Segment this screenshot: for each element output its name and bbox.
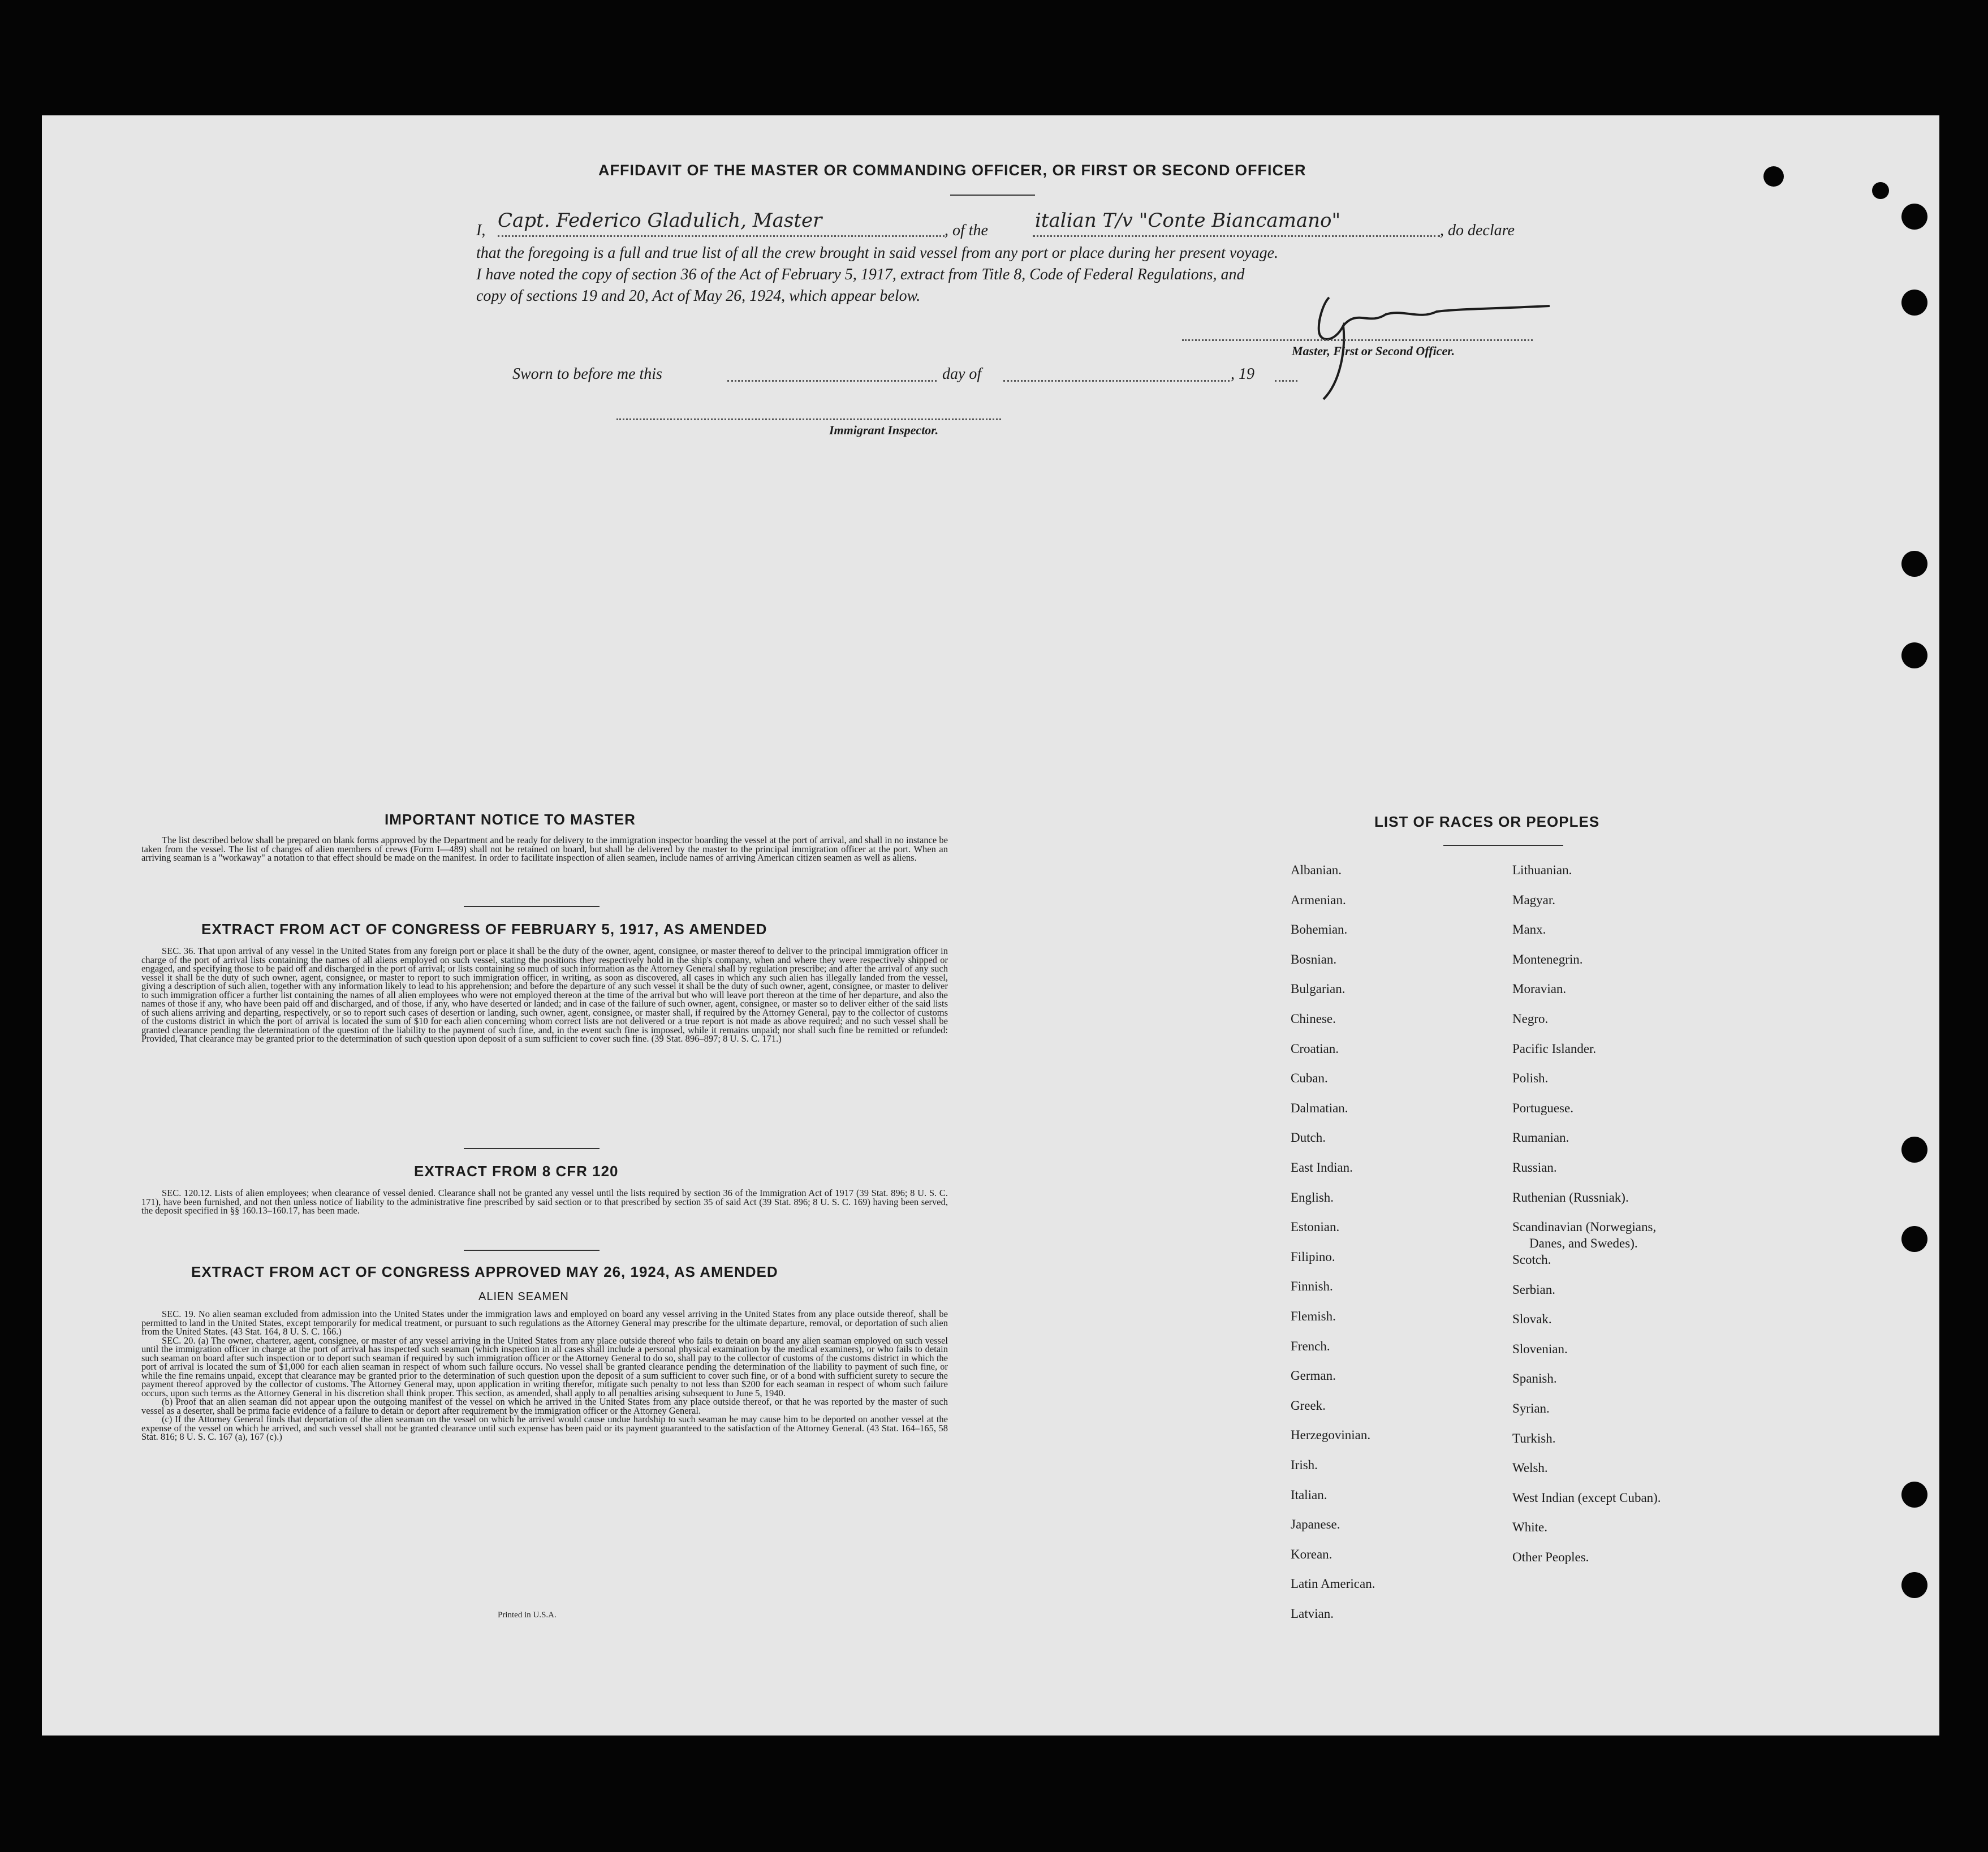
sworn-year-line xyxy=(1275,380,1297,382)
race-item: Welsh. xyxy=(1512,1461,1548,1475)
race-item: Portuguese. xyxy=(1512,1100,1573,1115)
race-item: Montenegrin. xyxy=(1512,952,1583,966)
race-item: Other Peoples. xyxy=(1512,1550,1589,1565)
extract-cfr-text: SEC. 120.12. Lists of alien employees; when clearance of vessel denied. Clearance shall not be granted any vessel until the lists required by section 36 of the Immigration Act of 1917 (39 Stat. 896; 8 U. S. C. 171), have been furnished, and not then unless notice of liability to the administrative fine prescribed by said section or to that prescribed by section 35 of said Act (39 Stat. 896; 8 U. S. C. 169) having been served, the deposit specified in §§ 160.13–160.17, has been made. xyxy=(141,1188,948,1216)
affidavit-i: I, xyxy=(476,222,486,239)
race-item: Latvian. xyxy=(1291,1607,1334,1621)
master-name-handwritten: Capt. Federico Gladulich, Master xyxy=(498,209,822,232)
notice-body xyxy=(141,836,948,862)
race-item: Syrian. xyxy=(1512,1401,1550,1416)
race-item: Negro. xyxy=(1512,1012,1549,1026)
race-item: Serbian. xyxy=(1512,1282,1556,1297)
race-item: Finnish. xyxy=(1291,1279,1333,1294)
divider xyxy=(464,1148,600,1149)
affidavit-line-2: that the foregoing is a full and true list of all the crew brought in said vessel from any port or place during her present voyage. xyxy=(476,244,1279,262)
race-item: Dutch. xyxy=(1291,1130,1326,1145)
binder-hole xyxy=(1901,1482,1927,1508)
signature-caption: Master, First or Second Officer. xyxy=(1292,344,1455,358)
sworn-prefix: Sworn to before me this xyxy=(512,365,662,383)
vessel-line xyxy=(1033,235,1440,237)
notice-text: The list described below shall be prepared on blank forms approved by the Department and be ready for delivery to the immigration inspector boarding the vessel at the port of arrival, and shall in no instance be taken from the vessel. The list of changes of alien members of crews (Form I—489) shall not be retained on board, but shall be delivered by the master to the principal immigration officer at the port. When an arriving seaman is a "workaway" a notation to that effect should be made on the manifest. In order to facilitate inspection of alien seamen, include names of arriving American citizen seamen as well as aliens. xyxy=(141,835,948,863)
race-item: Rumanian. xyxy=(1512,1130,1569,1145)
divider xyxy=(464,906,600,907)
race-item: Albanian. xyxy=(1291,863,1342,877)
race-item: Ruthenian (Russniak). xyxy=(1512,1190,1629,1205)
extract-1917-body xyxy=(141,947,948,1043)
sec-20c-text: (c) If the Attorney General finds that deportation of the alien seaman on the vessel on which he arrived would cause undue hardship to such seaman he may cause him to be deported on another vessel at the expense of the vessel on which he arrived, and such vessel shall not be granted clearance until such expense has been paid or its payment guaranteed to the satisfaction of the Attorney General. (43 Stat. 164–165, 58 Stat. 816; 8 U. S. C. 167 (a), 167 (c).) xyxy=(141,1414,948,1442)
affidavit-do-declare: , do declare xyxy=(1440,222,1515,239)
sworn-day-of: day of xyxy=(942,365,982,383)
race-item: Manx. xyxy=(1512,922,1546,937)
extract-1924-subtitle: ALIEN SEAMEN xyxy=(478,1290,569,1303)
race-item: Latin American. xyxy=(1291,1577,1375,1591)
binder-hole xyxy=(1763,166,1784,187)
divider xyxy=(464,1250,600,1251)
race-item: Moravian. xyxy=(1512,982,1567,996)
race-item: Chinese. xyxy=(1291,1012,1336,1026)
divider xyxy=(950,195,1035,196)
race-item: Estonian. xyxy=(1291,1220,1340,1234)
sworn-year: , 19 xyxy=(1231,365,1254,383)
race-item: German. xyxy=(1291,1369,1336,1383)
race-item: Turkish. xyxy=(1512,1431,1556,1445)
inspector-line xyxy=(616,418,1001,420)
race-item: White. xyxy=(1512,1520,1547,1535)
binder-hole xyxy=(1901,1572,1927,1598)
race-item: Armenian. xyxy=(1291,892,1346,907)
divider xyxy=(1443,845,1563,846)
race-item: French. xyxy=(1291,1339,1330,1353)
extract-cfr-body xyxy=(141,1189,948,1215)
sec-20b-text: (b) Proof that an alien seaman did not appear upon the outgoing manifest of the vessel on which he arrived in the United States from any place outside thereof, or that he was reported by the master of such vessel as a deserter, shall be prima facie evidence of a failure to detain or deport after requirement by the immigration officer or the Attorney General. xyxy=(141,1396,948,1416)
binder-hole xyxy=(1901,290,1927,316)
race-item: Russian. xyxy=(1512,1160,1557,1175)
race-item: Filipino. xyxy=(1291,1249,1335,1264)
race-item: Dalmatian. xyxy=(1291,1100,1348,1115)
race-item: East Indian. xyxy=(1291,1160,1353,1175)
race-item: Pacific Islander. xyxy=(1512,1041,1597,1056)
affidavit-of-the: , of the xyxy=(945,222,988,239)
vessel-name-handwritten: italian T/v "Conte Biancamano" xyxy=(1035,209,1341,232)
race-item: Spanish. xyxy=(1512,1371,1557,1386)
race-item: Bosnian. xyxy=(1291,952,1337,966)
master-name-line xyxy=(498,235,945,237)
affidavit-line-4: copy of sections 19 and 20, Act of May 26, 1924, which appear below. xyxy=(476,287,921,305)
extract-1924-title: EXTRACT FROM ACT OF CONGRESS APPROVED MAY 26, 1924, AS AMENDED xyxy=(191,1263,778,1280)
extract-1917-text: SEC. 36. That upon arrival of any vessel in the United States from any foreign port or place it shall be the duty of the owner, agent, consignee, or master thereof to deliver to the principal immigration officer in charge of the port of arrival lists containing the names of all aliens employed on such vessel, stating the positions they respectively hold in the ship's company, when and where they were respectively shipped or engaged, and specifying those to be paid off and discharged in the port of arrival; or lists containing so much of such information as the Attorney General shall by regulation prescribe; and after the arrival of any such vessel it shall be the duty of such owner, agent, consignee, or master to report to such immigration officer, in writing, as soon as discovered, all cases in which any such alien has illegally landed from the vessel, giving a description of such alien, together with any information likely to lead to his apprehension; and before the departure of any such vessel it shall be the duty of such owner, agent, consignee, or master to deliver to such immigration officer a further list containing the names of all alien employees who were not employed thereon at the time of the arrival but who will leave port thereon at the time of her departure, and also the names of those if any, who have been paid off and discharged, and of those, if any, who have deserted or landed; and in case of the failure of such owner, agent, consignee, or master so to deliver either of the said lists of such aliens arriving and departing, respectively, or so to report such cases of desertion or landing, such owner, agent, consignee, or master shall, if required by the Attorney General, pay to the collector of customs of the customs district in which the port of arrival is located the sum of $10 for each alien concerning whom correct lists are not delivered or a true report is not made as above required; and no such vessel shall be granted clearance pending the determination of the question of the liability to the payment of such fine, and, in the event such fine is imposed, while it remains unpaid; nor shall such fine be remitted or refunded: Provided, That clearance may be granted prior to the determination of such question upon deposit of a sum sufficient to cover such fine. (39 Stat. 896–897; 8 U. S. C. 171.) xyxy=(141,946,948,1044)
race-item: Irish. xyxy=(1291,1458,1318,1472)
binder-hole xyxy=(1872,182,1889,199)
binder-hole xyxy=(1901,642,1927,668)
race-item: Lithuanian. xyxy=(1512,863,1572,877)
extract-1917-title: EXTRACT FROM ACT OF CONGRESS OF FEBRUARY 5, 1917, AS AMENDED xyxy=(201,921,767,938)
binder-hole xyxy=(1901,551,1927,577)
notice-title: IMPORTANT NOTICE TO MASTER xyxy=(385,811,636,828)
race-item: Korean. xyxy=(1291,1547,1332,1561)
race-item: Bulgarian. xyxy=(1291,982,1346,996)
races-title: LIST OF RACES OR PEOPLES xyxy=(1374,813,1600,830)
race-item: Japanese. xyxy=(1291,1517,1340,1532)
race-item: Herzegovinian. xyxy=(1291,1428,1371,1443)
inspector-caption: Immigrant Inspector. xyxy=(829,423,939,437)
affidavit-title: AFFIDAVIT OF THE MASTER OR COMMANDING OFFICER, OR FIRST OR SECOND OFFICER xyxy=(598,162,1306,179)
signature-line xyxy=(1182,339,1533,341)
race-item: Scotch. xyxy=(1512,1253,1551,1267)
sec-20a-text: SEC. 20. (a) The owner, charterer, agent, consignee, or master of any vessel arriving in the United States from any place outside thereof who fails to detain on board any alien seaman employed on such vessel until the immigration officer in charge at the port of arrival has inspected such seaman (which inspection in all cases shall include a personal physical examination by the medical examiners), or who fails to detain such seaman on board after such inspection or to deport such seaman if required by such immigration officer or the Attorney General to do so, shall pay to the collector of customs of the customs district in which the port of arrival is located the sum of $1,000 for each alien seaman in respect of whom such failure occurs. No vessel shall be granted clearance pending the determination of the liability to payment of such fine, or while the fine remains unpaid, except that clearance may be granted prior to the determination of such question upon the deposit of a sum sufficient to cover such fine, or of a bond with sufficient surety to secure the payment thereof approved by the collector of customs. The Attorney General may, upon application in writing therefor, mitigate such penalty to not less than $200 for each seaman in respect of whom such failure occurs, upon such terms as the Attorney General in his discretion shall think proper. This section, as amended, shall apply to all penalties arising subsequent to June 5, 1940. xyxy=(141,1335,948,1398)
race-item: Magyar. xyxy=(1512,892,1556,907)
race-item: Greek. xyxy=(1291,1398,1326,1413)
race-item: Cuban. xyxy=(1291,1071,1328,1086)
sec-19-text: SEC. 19. No alien seaman excluded from admission into the United States under the immigration laws and employed on board any vessel arriving in the United States from any place outside thereof, shall be permitted to land in the United States, except temporarily for medical treatment, or pursuant to such regulations as the Attorney General may prescribe for the ultimate departure, removal, or deportation of such alien from the United States. (43 Stat. 164, 8 U. S. C. 166.) xyxy=(141,1309,948,1337)
extract-1924-body xyxy=(141,1310,948,1441)
affidavit-line-3: I have noted the copy of section 36 of the Act of February 5, 1917, extract from Title 8, Code of Federal Regulations, and xyxy=(476,266,1245,283)
race-item: West Indian (except Cuban). xyxy=(1512,1490,1661,1505)
race-item: Scandinavian (Norwegians, xyxy=(1512,1220,1657,1234)
race-item: Danes, and Swedes). xyxy=(1529,1236,1638,1251)
race-item: Bohemian. xyxy=(1291,922,1348,937)
race-item: English. xyxy=(1291,1190,1334,1205)
binder-hole xyxy=(1901,204,1927,230)
race-item: Slovenian. xyxy=(1512,1341,1568,1356)
sworn-day-line xyxy=(727,380,937,382)
extract-cfr-title: EXTRACT FROM 8 CFR 120 xyxy=(414,1163,619,1180)
printed-in-usa: Printed in U.S.A. xyxy=(498,1611,557,1620)
race-item: Slovak. xyxy=(1512,1312,1552,1327)
binder-hole xyxy=(1901,1137,1927,1163)
binder-hole xyxy=(1901,1226,1927,1252)
race-item: Polish. xyxy=(1512,1071,1549,1086)
race-item: Italian. xyxy=(1291,1487,1327,1502)
race-item: Flemish. xyxy=(1291,1309,1336,1323)
sworn-month-line xyxy=(1003,380,1230,382)
race-item: Croatian. xyxy=(1291,1041,1339,1056)
